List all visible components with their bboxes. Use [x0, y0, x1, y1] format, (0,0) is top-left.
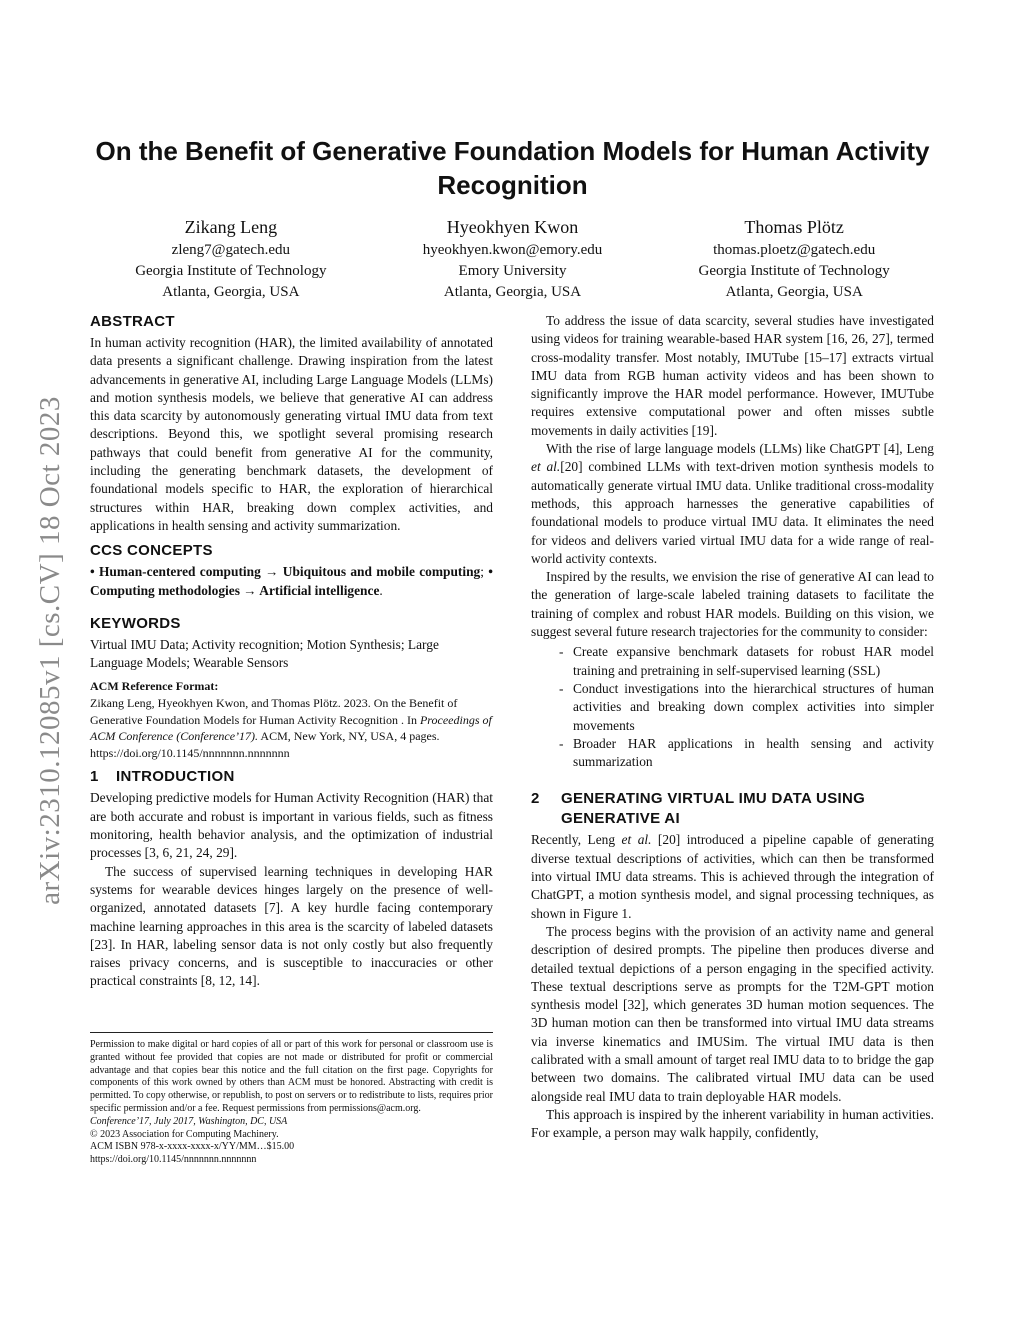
sec2-paragraph-1a: Recently, Leng: [531, 832, 622, 848]
author-affiliation: Emory University: [458, 263, 567, 279]
list-item: - Broader HAR applications in health sensing and activity summarization: [559, 735, 934, 772]
author-location: Atlanta, Georgia, USA: [443, 284, 582, 300]
et-al: et al.: [531, 459, 561, 475]
paper-title: On the Benefit of Generative Foundation Models for Human Activity Recognition: [95, 136, 930, 200]
permission-text: Permission to make digital or hard copies of all or part of this work for personal or classroom use is granted without fee provided that copies are not made or distributed for profit or commercial advantage and that copies bear this notice and the full citation on the first page. Copyrights for components of this work owned by others than ACM must be honored. Abstracting with credit is permitted. To copy otherwise, or republish, to post on servers or to redistribute to lists, requires prior specific permission and/or a fee. Request permissions from permissions@acm.org.: [90, 1039, 493, 1114]
author-name: Thomas Plötz: [744, 217, 844, 237]
section-title: GENERATING VIRTUAL IMU DATA USING GENERATIVE AI: [561, 790, 866, 828]
author-affiliation: Georgia Institute of Technology: [698, 263, 890, 279]
intro-paragraph-1: Developing predictive models for Human Activity Recognition (HAR) that are both accurate and robust is important in various fields, such as fitness monitoring, health behavior analysis, and the optimization of industrial processes [3, 6, 21, 24, 29].: [90, 790, 493, 861]
section-title: INTRODUCTION: [116, 768, 235, 786]
section-number: 1: [90, 768, 99, 786]
intro-paragraph-2: The success of supervised learning techniques in developing HAR systems for wearable devices hinges largely on the presence of well-organized, annotated datasets [7]. A key hurdle facing contemporary machine learning approaches in this area is the scarcity of labeled datasets [23]. In HAR, labeling sensor data is not only costly but also frequently raises privacy concerns, and is susceptible to inaccuracies or other practical constraints [8, 12, 14].: [90, 863, 493, 989]
permission-footnote: [90, 1032, 493, 1167]
acm-ref-heading: ACM Reference Format:: [90, 679, 219, 694]
author-3: [653, 214, 935, 303]
ccs-arrow: →: [243, 582, 257, 598]
ccs-end: .: [379, 582, 383, 598]
author-name: Hyeokhyen Kwon: [446, 217, 579, 237]
right-paragraph-3: Inspired by the results, we envision the rise of generative AI can lead to the generation of large-scale labeled training datasets to facilitate the training of complex and robust HAR models. Building on this vision, we suggest several future research trajectories for the community to consider:: [531, 569, 934, 640]
acm-ref-part1: Zikang Leng, Hyeokhyen Kwon, and Thomas Plötz. 2023. On the Benefit of Generative Foundation Models for Human Activity Recognition . In: [90, 696, 458, 727]
section-2-heading: [531, 789, 934, 829]
keywords-heading: KEYWORDS: [90, 614, 181, 632]
author-1: [90, 214, 372, 303]
acm-ref-venue: Proceedings of ACM Conference (Conference’17).: [90, 712, 492, 744]
author-email[interactable]: zleng7@gatech.edu: [171, 242, 291, 258]
ccs-text: [90, 563, 493, 600]
abstract-heading: ABSTRACT: [90, 313, 175, 330]
ccs-concept-2: Computing methodologies: [90, 582, 240, 598]
sec2-paragraph-1: [531, 831, 934, 922]
isbn-line: ACM ISBN 978-x-xxxx-xxxx-x/YY/MM…$15.00: [90, 1141, 295, 1153]
acm-ref-part2: ACM, New York, NY, USA, 4 pages. https://doi.org/10.1145/nnnnnnn.nnnnnnn: [90, 729, 440, 760]
author-2: [372, 214, 654, 303]
copyright-line: © 2023 Association for Computing Machinery.: [90, 1128, 279, 1140]
ccs-concept-1: Human-centered computing: [99, 564, 261, 580]
ccs-bullet: •: [488, 564, 493, 580]
ccs-concept-2b: Artificial intelligence: [259, 582, 380, 598]
ccs-sep: ;: [480, 564, 484, 580]
arxiv-stamp: arXiv:2310.12085v1 [cs.CV] 18 Oct 2023: [33, 395, 66, 905]
author-location: Atlanta, Georgia, USA: [162, 284, 300, 300]
intro-heading: [90, 767, 493, 787]
research-directions-list: [531, 643, 934, 771]
author-block: [90, 214, 935, 303]
right-paragraph-2b: [20] combined LLMs with text-driven motion synthesis models to automatically generate virtual IMU data. Unlike traditional cross-modality methods, this approach harnesses the generative capabilities of foundational models to produce virtual IMU data. It eliminates the need for videos and delivers varied virtual IMU data for a wide range of real-world activity contexts.: [531, 459, 934, 566]
author-name: Zikang Leng: [184, 217, 278, 237]
section-number: 2: [531, 790, 540, 808]
right-paragraph-2: [531, 440, 934, 568]
sec2-paragraph-3: This approach is inspired by the inherent variability in human activities. For example, a person may walk happily, confidently,: [531, 1106, 934, 1141]
keywords-text: Virtual IMU Data; Activity recognition; Motion Synthesis; Large Language Models; Wearable Sensors: [90, 636, 439, 671]
et-al: et al.: [621, 832, 652, 848]
acm-ref-text: [90, 695, 493, 761]
sec2-paragraph-1b: [20] introduced a pipeline capable of generating diverse textual descriptions of activities, which can then be transformed into virtual IMU data streams. This is achieved through the integration of ChatGPT, a motion synthesis model, and signal processing techniques, as shown in Figure 1.: [531, 832, 934, 921]
list-item: - Create expansive benchmark datasets for robust HAR model training and pretraining in self-supervised learning (SSL): [559, 643, 934, 680]
ccs-heading: CCS CONCEPTS: [90, 542, 213, 560]
author-affiliation: Georgia Institute of Technology: [135, 263, 327, 279]
abstract-text: In human activity recognition (HAR), the limited availability of annotated data presents a significant challenge. Drawing inspiration from the latest advancements in generative AI, including Large Language Models (LLMs) and motion synthesis models, we believe that generative AI can address this data scarcity by autonomously generating virtual IMU data from text descriptions. Beyond this, we spotlight several promising research pathways that could benefit from generative AI for the community, including the generating benchmark datasets, the development of foundational models specific to HAR, the exploration of hierarchical structures within HAR, breaking down complex activities, and applications in health sensing and activity summarization.: [90, 335, 493, 533]
ccs-arrow: →: [265, 564, 279, 580]
list-item: - Conduct investigations into the hierarchical structures of human activities and breaking down complex activities into simpler movements: [559, 680, 934, 735]
ccs-bullet: •: [90, 564, 95, 580]
right-paragraph-1: To address the issue of data scarcity, several studies have investigated using videos for training wearable-based HAR system [16, 26, 27], termed cross-modality transfer. Most notably, IMUTube [15–17] extracts virtual IMU data from RGB human activity videos and has been shown to significantly improve the HAR model performance. However, IMUTube requires extensive computational power and often misses subtle movements in daily activities [19].: [531, 313, 934, 438]
sec2-paragraph-2: The process begins with the provision of an activity name and general description of desired prompts. The pipeline then produces diverse and detailed textual depictions of a person engaging in the specified activity. These textual descriptions serve as prompts for the T2M-GPT motion synthesis model [32], which generates 3D human motion sequences. The 3D human motion can then be transformed into virtual IMU data streams via inverse kinematics and IMUSim. The virtual IMU data is then calibrated with a small amount of target real IMU data to to bridge the gap between two domains. The calibrated virtual IMU data can be used alongside real IMU data to train deployable HAR models.: [531, 923, 934, 1104]
ccs-concept-1b: Ubiquitous and mobile computing: [282, 564, 481, 580]
left-column: [90, 312, 493, 991]
doi-line[interactable]: https://doi.org/10.1145/nnnnnnn.nnnnnnn: [90, 1154, 257, 1166]
author-location: Atlanta, Georgia, USA: [725, 284, 863, 300]
author-email[interactable]: hyeokhyen.kwon@emory.edu: [422, 242, 603, 258]
right-column: [531, 312, 934, 1142]
author-email[interactable]: thomas.ploetz@gatech.edu: [713, 242, 876, 258]
right-paragraph-2a: With the rise of large language models (LLMs) like ChatGPT [4], Leng: [546, 441, 934, 457]
conference-info: Conference’17, July 2017, Washington, DC, USA: [90, 1115, 288, 1127]
